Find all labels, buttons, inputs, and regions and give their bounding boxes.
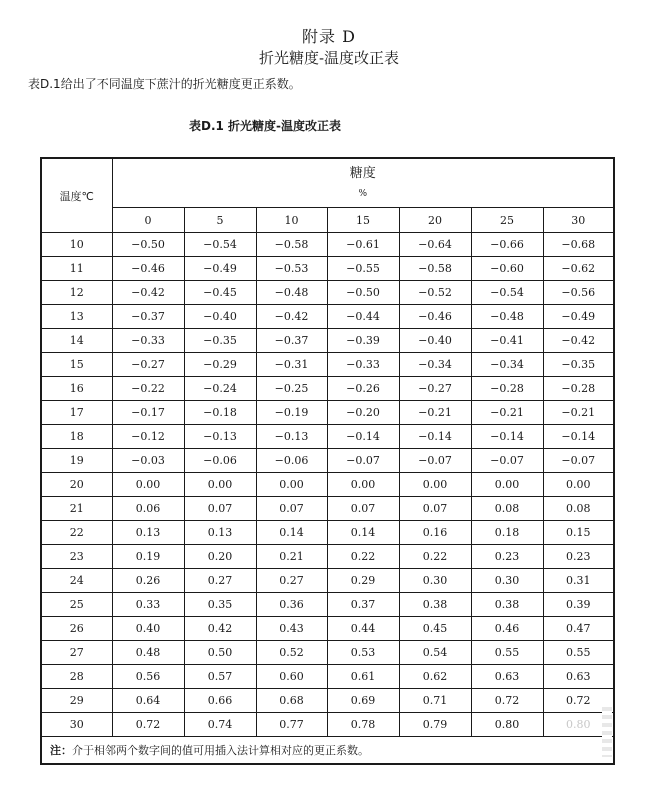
- value-cell: −0.27: [112, 353, 184, 377]
- value-cell: 0.43: [256, 617, 327, 641]
- value-cell: 0.14: [327, 521, 399, 545]
- scan-artifact: [602, 707, 612, 757]
- table-caption: 表D.1 折光糖度-温度改正表: [188, 119, 342, 133]
- value-cell: 0.38: [399, 593, 471, 617]
- intro-text: 表D.1给出了不同温度下蔗汁的折光糖度更正系数。: [28, 77, 301, 91]
- value-cell: −0.49: [184, 257, 256, 281]
- temperature-cell: 11: [41, 257, 112, 281]
- temperature-cell: 13: [41, 305, 112, 329]
- value-cell: 0.55: [471, 641, 543, 665]
- value-cell: 0.63: [471, 665, 543, 689]
- value-cell: −0.46: [399, 305, 471, 329]
- value-cell: −0.34: [399, 353, 471, 377]
- table-row: [41, 449, 614, 473]
- temperature-cell: 21: [41, 497, 112, 521]
- column-header: 5: [184, 208, 256, 233]
- value-cell: 0.13: [112, 521, 184, 545]
- value-cell: 0.62: [399, 665, 471, 689]
- value-cell: 0.30: [471, 569, 543, 593]
- temperature-cell: 17: [41, 401, 112, 425]
- temperature-header: 温度℃: [41, 158, 112, 233]
- value-cell: −0.12: [112, 425, 184, 449]
- value-cell: −0.20: [327, 401, 399, 425]
- value-cell: 0.72: [471, 689, 543, 713]
- value-cell: −0.33: [112, 329, 184, 353]
- value-cell: −0.48: [471, 305, 543, 329]
- value-cell: 0.40: [112, 617, 184, 641]
- value-cell: 0.29: [327, 569, 399, 593]
- temperature-cell: 26: [41, 617, 112, 641]
- value-cell: −0.19: [256, 401, 327, 425]
- value-cell: 0.07: [256, 497, 327, 521]
- temperature-cell: 10: [41, 233, 112, 257]
- value-cell: −0.54: [184, 233, 256, 257]
- value-cell: 0.26: [112, 569, 184, 593]
- value-cell: −0.68: [543, 233, 614, 257]
- temperature-cell: 15: [41, 353, 112, 377]
- value-cell: 0.53: [327, 641, 399, 665]
- value-cell: 0.15: [543, 521, 614, 545]
- table-row: [41, 257, 614, 281]
- table-row: [41, 329, 614, 353]
- value-cell: 0.63: [543, 665, 614, 689]
- value-cell: 0.00: [256, 473, 327, 497]
- value-cell: −0.35: [543, 353, 614, 377]
- value-cell: 0.23: [543, 545, 614, 569]
- correction-table: [40, 157, 615, 765]
- value-cell: 0.45: [399, 617, 471, 641]
- value-cell: −0.33: [327, 353, 399, 377]
- value-cell: −0.06: [256, 449, 327, 473]
- value-cell: −0.24: [184, 377, 256, 401]
- value-cell: 0.31: [543, 569, 614, 593]
- value-cell: 0.36: [256, 593, 327, 617]
- appendix-title: 附录 D: [302, 27, 356, 46]
- table-row: [41, 641, 614, 665]
- value-cell: 0.27: [256, 569, 327, 593]
- value-cell: −0.60: [471, 257, 543, 281]
- note-label: 注：: [50, 744, 72, 757]
- value-cell: 0.07: [399, 497, 471, 521]
- value-cell: −0.25: [256, 377, 327, 401]
- sugar-header-unit: %: [358, 189, 368, 199]
- value-cell: −0.07: [471, 449, 543, 473]
- value-cell: −0.14: [471, 425, 543, 449]
- value-cell: 0.00: [327, 473, 399, 497]
- value-cell: −0.58: [399, 257, 471, 281]
- value-cell: −0.14: [327, 425, 399, 449]
- value-cell: 0.55: [543, 641, 614, 665]
- table-row: [41, 473, 614, 497]
- temperature-cell: 14: [41, 329, 112, 353]
- value-cell: 0.38: [471, 593, 543, 617]
- table-row: [41, 353, 614, 377]
- value-cell: 0.37: [327, 593, 399, 617]
- value-cell: −0.28: [471, 377, 543, 401]
- column-header: 0: [112, 208, 184, 233]
- value-cell: 0.27: [184, 569, 256, 593]
- sugar-header: [112, 158, 614, 208]
- value-cell: −0.46: [112, 257, 184, 281]
- value-cell: −0.54: [471, 281, 543, 305]
- value-cell: 0.66: [184, 689, 256, 713]
- column-header: 10: [256, 208, 327, 233]
- value-cell: −0.62: [543, 257, 614, 281]
- table-row: [41, 305, 614, 329]
- value-cell: 0.35: [184, 593, 256, 617]
- value-cell: −0.37: [112, 305, 184, 329]
- value-cell: 0.30: [399, 569, 471, 593]
- value-cell: −0.22: [112, 377, 184, 401]
- value-cell: −0.58: [256, 233, 327, 257]
- value-cell: −0.07: [543, 449, 614, 473]
- value-cell: 0.60: [256, 665, 327, 689]
- value-cell: 0.79: [399, 713, 471, 737]
- value-cell: −0.39: [327, 329, 399, 353]
- value-cell: 0.68: [256, 689, 327, 713]
- value-cell: −0.14: [543, 425, 614, 449]
- value-cell: −0.14: [399, 425, 471, 449]
- table-body: [41, 233, 614, 737]
- value-cell: −0.42: [543, 329, 614, 353]
- temperature-cell: 24: [41, 569, 112, 593]
- table-note: [41, 737, 614, 765]
- value-cell: 0.46: [471, 617, 543, 641]
- value-cell: 0.72: [543, 689, 614, 713]
- temperature-cell: 19: [41, 449, 112, 473]
- value-cell: 0.80: [543, 713, 614, 737]
- temperature-cell: 12: [41, 281, 112, 305]
- value-cell: −0.21: [399, 401, 471, 425]
- temperature-cell: 27: [41, 641, 112, 665]
- temperature-cell: 23: [41, 545, 112, 569]
- note-text: 介于相邻两个数字间的值可用插入法计算相对应的更正系数。: [72, 744, 369, 757]
- sugar-header-label: 糖度: [349, 166, 376, 181]
- value-cell: 0.33: [112, 593, 184, 617]
- table-row: [41, 497, 614, 521]
- value-cell: 0.21: [256, 545, 327, 569]
- value-cell: 0.42: [184, 617, 256, 641]
- value-cell: −0.42: [256, 305, 327, 329]
- value-cell: 0.80: [471, 713, 543, 737]
- temperature-cell: 30: [41, 713, 112, 737]
- column-header: 20: [399, 208, 471, 233]
- value-cell: −0.64: [399, 233, 471, 257]
- value-cell: 0.00: [399, 473, 471, 497]
- column-header: 25: [471, 208, 543, 233]
- value-cell: −0.40: [184, 305, 256, 329]
- document-title: 折光糖度-温度改正表: [258, 49, 400, 67]
- temperature-cell: 22: [41, 521, 112, 545]
- value-cell: −0.26: [327, 377, 399, 401]
- value-cell: −0.44: [327, 305, 399, 329]
- value-cell: −0.31: [256, 353, 327, 377]
- table-row: [41, 689, 614, 713]
- value-cell: −0.13: [256, 425, 327, 449]
- column-header-row: [41, 208, 614, 233]
- value-cell: 0.71: [399, 689, 471, 713]
- temperature-cell: 20: [41, 473, 112, 497]
- value-cell: 0.00: [184, 473, 256, 497]
- value-cell: 0.22: [399, 545, 471, 569]
- value-cell: 0.54: [399, 641, 471, 665]
- table-row: [41, 593, 614, 617]
- value-cell: 0.18: [471, 521, 543, 545]
- value-cell: 0.06: [112, 497, 184, 521]
- value-cell: 0.52: [256, 641, 327, 665]
- value-cell: 0.64: [112, 689, 184, 713]
- value-cell: −0.41: [471, 329, 543, 353]
- value-cell: 0.61: [327, 665, 399, 689]
- value-cell: 0.00: [112, 473, 184, 497]
- value-cell: 0.78: [327, 713, 399, 737]
- value-cell: −0.27: [399, 377, 471, 401]
- value-cell: 0.20: [184, 545, 256, 569]
- table-row: [41, 377, 614, 401]
- value-cell: 0.72: [112, 713, 184, 737]
- value-cell: 0.57: [184, 665, 256, 689]
- value-cell: 0.22: [327, 545, 399, 569]
- value-cell: −0.28: [543, 377, 614, 401]
- value-cell: −0.34: [471, 353, 543, 377]
- note-row: [41, 737, 614, 765]
- table-row: [41, 401, 614, 425]
- value-cell: 0.39: [543, 593, 614, 617]
- value-cell: −0.18: [184, 401, 256, 425]
- table-row: [41, 617, 614, 641]
- value-cell: 0.48: [112, 641, 184, 665]
- value-cell: −0.45: [184, 281, 256, 305]
- temperature-cell: 29: [41, 689, 112, 713]
- value-cell: −0.13: [184, 425, 256, 449]
- value-cell: 0.56: [112, 665, 184, 689]
- value-cell: 0.19: [112, 545, 184, 569]
- value-cell: −0.07: [327, 449, 399, 473]
- table-row: [41, 569, 614, 593]
- value-cell: 0.69: [327, 689, 399, 713]
- temperature-cell: 16: [41, 377, 112, 401]
- value-cell: −0.48: [256, 281, 327, 305]
- temperature-cell: 18: [41, 425, 112, 449]
- value-cell: −0.66: [471, 233, 543, 257]
- value-cell: 0.08: [543, 497, 614, 521]
- table-row: [41, 713, 614, 737]
- value-cell: −0.06: [184, 449, 256, 473]
- value-cell: −0.53: [256, 257, 327, 281]
- value-cell: 0.23: [471, 545, 543, 569]
- column-header: 15: [327, 208, 399, 233]
- value-cell: 0.50: [184, 641, 256, 665]
- value-cell: −0.21: [543, 401, 614, 425]
- value-cell: 0.07: [184, 497, 256, 521]
- value-cell: −0.35: [184, 329, 256, 353]
- table-row: [41, 281, 614, 305]
- value-cell: −0.55: [327, 257, 399, 281]
- table-row: [41, 425, 614, 449]
- table-row: [41, 521, 614, 545]
- value-cell: 0.14: [256, 521, 327, 545]
- value-cell: −0.37: [256, 329, 327, 353]
- temperature-cell: 25: [41, 593, 112, 617]
- column-header: 30: [543, 208, 614, 233]
- value-cell: 0.47: [543, 617, 614, 641]
- value-cell: −0.40: [399, 329, 471, 353]
- value-cell: −0.50: [112, 233, 184, 257]
- value-cell: −0.42: [112, 281, 184, 305]
- value-cell: 0.16: [399, 521, 471, 545]
- value-cell: −0.21: [471, 401, 543, 425]
- value-cell: 0.13: [184, 521, 256, 545]
- value-cell: −0.52: [399, 281, 471, 305]
- table-row: [41, 233, 614, 257]
- value-cell: −0.03: [112, 449, 184, 473]
- value-cell: 0.00: [543, 473, 614, 497]
- value-cell: −0.49: [543, 305, 614, 329]
- value-cell: 0.74: [184, 713, 256, 737]
- value-cell: −0.50: [327, 281, 399, 305]
- value-cell: −0.56: [543, 281, 614, 305]
- table-row: [41, 665, 614, 689]
- value-cell: −0.61: [327, 233, 399, 257]
- value-cell: 0.77: [256, 713, 327, 737]
- value-cell: 0.00: [471, 473, 543, 497]
- value-cell: −0.29: [184, 353, 256, 377]
- value-cell: 0.08: [471, 497, 543, 521]
- value-cell: −0.17: [112, 401, 184, 425]
- temperature-cell: 28: [41, 665, 112, 689]
- value-cell: −0.07: [399, 449, 471, 473]
- value-cell: 0.44: [327, 617, 399, 641]
- table-row: [41, 545, 614, 569]
- value-cell: 0.07: [327, 497, 399, 521]
